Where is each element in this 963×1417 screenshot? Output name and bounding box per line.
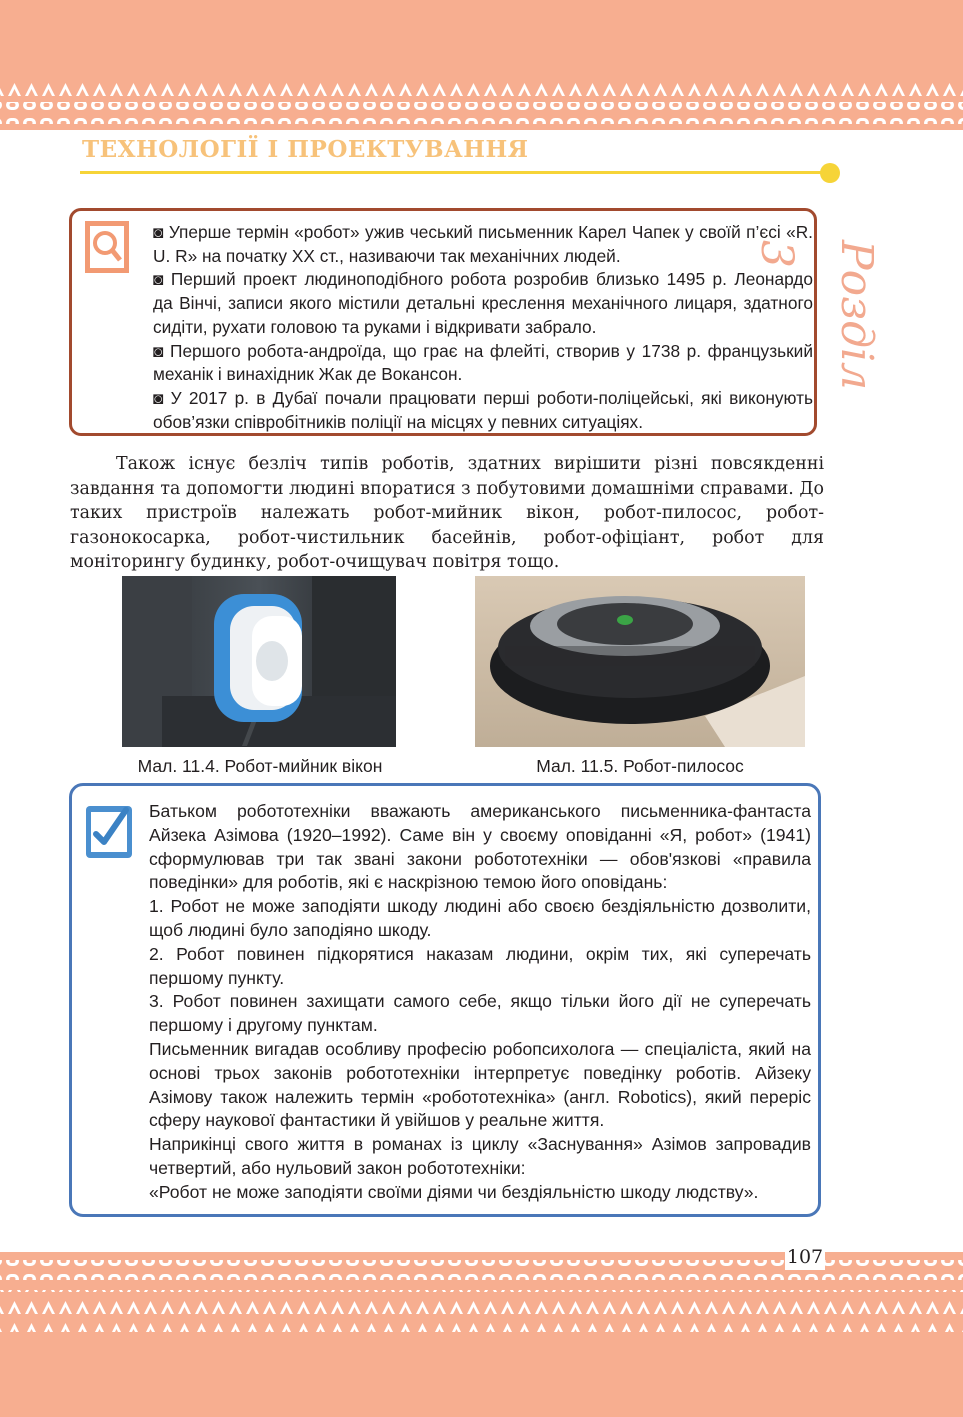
main-paragraph [70,452,824,575]
top-scallop-pattern [0,78,963,130]
page-number: 107 [786,1246,824,1268]
facts-text [153,221,813,434]
robot-vacuum-photo [475,576,805,747]
main-paragraph-text: Також існує безліч типів роботів, здатних вирішити різні повсякденні завдання та допомогти людині впоратися з побутовими домашніми справами. До таких пристроїв належать робот-мийник вікон, робот-пилосос, робот-газонокосарка, робот-чистильник басейнів, робот-офіціант, робот для моніторингу будинку, робот-очищувач повітря тощо. [70,454,824,572]
info-paragraph: Батьком робототехніки вважають американського письменника-фантаста Айзека Азімова (1920–1992). Саме він у своєму оповіданні «Я, робот» (1941) сформулював три так звані закони робототехніки — обов'язкові «правила поведінки» для роботів, які є наскрізною темою його оповідань: [149,801,811,893]
info-quote: «Робот не може заподіяти своїми діями чи бездіяльністю шкоду людству». [149,1181,759,1202]
law-item: 1. Робот не може заподіяти шкоду людині або своєю бездіяльністю дозволити, щоб людині було заподіяно шкоду. [149,896,811,940]
info-paragraph: Наприкінці свого життя в романах із циклу «Заснування» Азімов запровадив четвертий, або нульовий закон робототехніки: [149,1134,811,1178]
figure-caption-1: Мал. 11.4. Робот-мийник вікон [137,756,383,776]
chapter-side-label: Розділ 3 [751,240,882,391]
fact-item: ◙ Першого робота-андроїда, що грає на флейті, створив у 1738 р. французький механік і винахідник Жак де Вокансон. [153,340,813,385]
header-dot [820,163,840,183]
info-text [149,800,811,1205]
fact-item: ◙ У 2017 р. в Дубаї почали працювати перші роботи-поліцейські, які виконують обов’язки співробітників поліції на місцях у певних ситуаціях. [153,387,813,432]
fact-item: ◙ Уперше термін «робот» ужив чеський письменник Карел Чапек у своїй п’єсі «R. U. R» на початку XX ст., називаючи так механічних людей. [153,222,813,266]
info-paragraph: Письменник вигадав особливу професію робопсихолога — спеціаліста, який на основі трьох законів робототехніки інтерпретує поведінку роботів. Айзеку Азімову також належить термін «робототехніка» (англ. Robotics), який переріс сферу наукової фантастики й увійшов у реальне життя. [149,1038,811,1131]
law-item: 3. Робот повинен захищати самого себе, якщо тільки його дії не суперечать першому і другому пунктам. [149,991,811,1036]
window-cleaner-photo [122,576,396,747]
header-underline [80,171,832,174]
magnifier-icon [83,219,131,280]
law-item: 2. Робот повинен підкорятися наказам людини, окрім тих, які суперечать першому пункту. [149,943,811,988]
facts-box [69,208,817,436]
checkmark-icon [84,804,134,865]
info-box [69,783,821,1217]
fact-item: ◙ Перший проект людиноподібного робота розробив близько 1495 р. Леонардо да Вінчі, записи якого містили детальні креслення механічного лицаря, здатного сидіти, рухати головою та руками і відкривати забрало. [153,269,813,337]
section-title: ТЕХНОЛОГІЇ І ПРОЕКТУВАННЯ [82,136,529,163]
figure-caption-2: Мал. 11.5. Робот-пилосос [536,756,744,776]
